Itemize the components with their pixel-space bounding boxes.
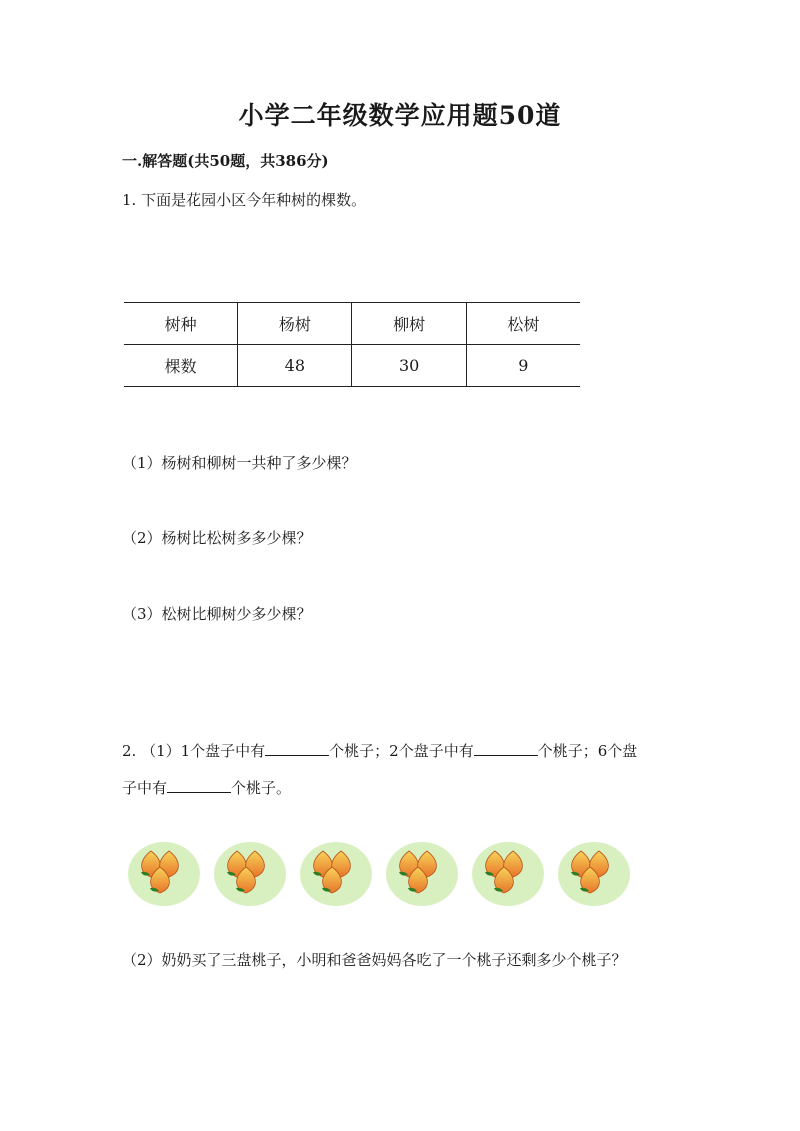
table-cell: 30 xyxy=(352,345,466,387)
table-cell: 柳树 xyxy=(352,303,466,345)
peach-plate xyxy=(300,842,372,906)
answer-blank[interactable] xyxy=(167,778,231,793)
question-1-sub-1: （1）杨树和柳树一共种了多少棵？ xyxy=(122,454,357,472)
table-cell: 杨树 xyxy=(238,303,352,345)
question-2-text: 子中有 xyxy=(122,779,168,797)
peach-plate xyxy=(214,842,286,906)
peach-plate xyxy=(472,842,544,906)
question-1-sub-3: （3）松树比柳树少多少棵？ xyxy=(122,605,312,623)
answer-blank[interactable] xyxy=(265,741,329,756)
question-1-prompt: 1. 下面是花园小区今年种树的棵数。 xyxy=(122,191,367,209)
question-2-line-1 xyxy=(122,740,637,761)
peach-plate xyxy=(386,842,458,906)
question-2-text: 个桃子；6个盘 xyxy=(537,742,638,760)
table-row xyxy=(124,345,580,387)
question-1-sub-2: （2）杨树比松树多多少棵？ xyxy=(122,529,312,547)
question-2-text: 个桃子。 xyxy=(231,779,292,797)
section-heading: 一.解答题(共50题，共386分) xyxy=(122,152,329,170)
table-cell: 松树 xyxy=(466,303,580,345)
page-title: 小学二年级数学应用题50道 xyxy=(238,101,562,130)
table-cell: 棵数 xyxy=(124,345,238,387)
question-2-text: 2. （1）1个盘子中有 xyxy=(122,742,266,760)
peach-plate xyxy=(558,842,630,906)
tree-count-table xyxy=(124,302,580,387)
answer-blank[interactable] xyxy=(474,741,538,756)
table-cell: 树种 xyxy=(124,303,238,345)
table-header-row xyxy=(124,303,580,345)
question-2-sub-2: （2）奶奶买了三盘桃子，小明和爸爸妈妈各吃了一个桃子还剩多少个桃子？ xyxy=(122,951,627,969)
question-2-text: 个桃子；2个盘子中有 xyxy=(329,742,474,760)
table-cell: 9 xyxy=(466,345,580,387)
peach-plate xyxy=(128,842,200,906)
peach-plates-illustration xyxy=(126,838,646,910)
question-2-line-2 xyxy=(122,777,291,798)
table-cell: 48 xyxy=(238,345,352,387)
